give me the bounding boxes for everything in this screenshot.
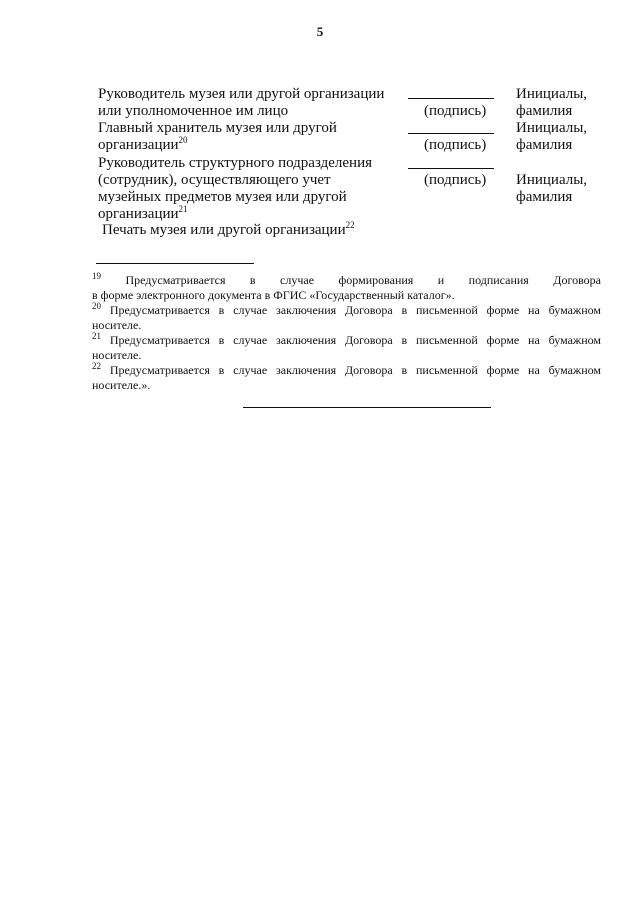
page-number: 5 — [316, 24, 324, 39]
footnote-22: $^{22}$ Предусматривается в случае заключения Договора в письменной форме на бумажном — [92, 361, 602, 377]
initials-label: Инициалы, фамилия — [516, 120, 588, 153]
footnote-20-cont: носителе. — [92, 318, 142, 332]
closing-rule — [243, 407, 491, 408]
footnote-ref: 22 — [345, 220, 355, 230]
footnote-separator — [96, 263, 254, 264]
signature-line — [408, 133, 494, 134]
role-title: Главный хранитель музея или другой организации$^{20}$ — [98, 120, 337, 153]
footnote-21-cont: носителе. — [92, 348, 142, 362]
footnote-19-cont: в форме электронного документа в ФГИС «Государственный каталог». — [92, 288, 455, 302]
footnote-ref: 21 — [178, 204, 188, 214]
footnote-22-cont: носителе.». — [92, 378, 151, 392]
signature-line — [408, 98, 494, 99]
footnotes — [92, 273, 601, 393]
role-title: Руководитель структурного подразделения (сотрудник), осуществляющего учет музейных предметов музея или другой организации$^{21}$ — [98, 155, 372, 222]
initials-label: Инициалы, фамилия — [516, 86, 588, 119]
footnote-19: $^{19}$ Предусматривается в случае формирования и подписания Договора — [92, 271, 602, 287]
signature-label: (подпись) — [424, 103, 487, 119]
footnote-ref: 20 — [178, 135, 188, 145]
signature-label: (подпись) — [424, 137, 487, 153]
seal-line: Печать музея или другой организации$^{22}$ — [102, 220, 355, 238]
footnote-20: $^{20}$ Предусматривается в случае заключения Договора в письменной форме на бумажном — [92, 301, 602, 317]
signature-label: (подпись) — [424, 172, 487, 188]
initials-label: Инициалы, фамилия — [516, 172, 588, 205]
role-title: Руководитель музея или другой организации или уполномоченное им лицо — [98, 86, 385, 119]
footnote-21: $^{21}$ Предусматривается в случае заключения Договора в письменной форме на бумажном — [92, 331, 602, 347]
signature-line — [408, 168, 494, 169]
